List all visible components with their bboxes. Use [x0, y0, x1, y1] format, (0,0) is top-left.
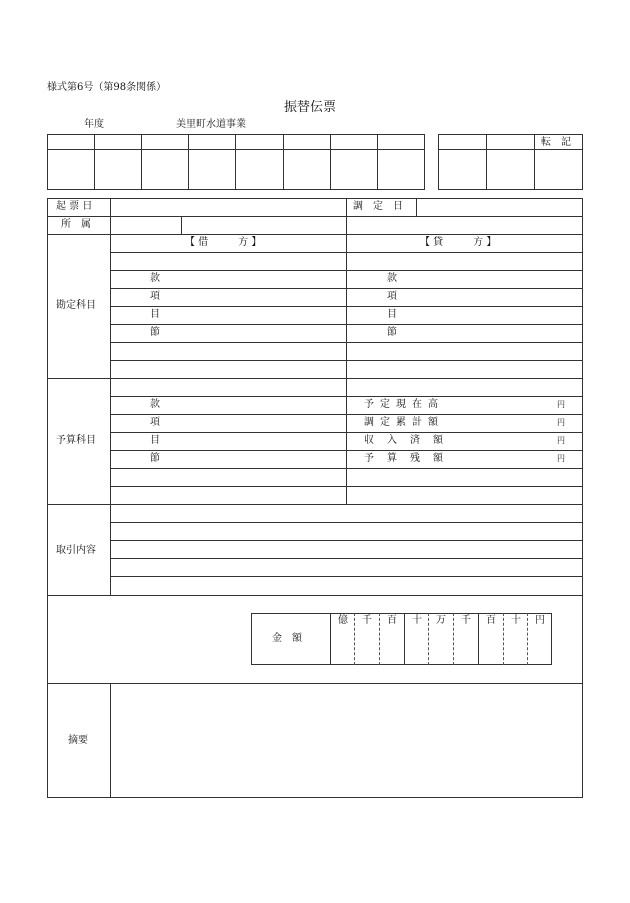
planned-balance-label: 予定現在高 — [364, 399, 444, 410]
yen-unit: 円 — [557, 436, 565, 445]
debit-setsu: 節 — [150, 327, 160, 338]
debit-header: 【 借 方 】 — [185, 237, 262, 248]
budget-kan: 款 — [150, 399, 160, 410]
yen-unit: 円 — [557, 418, 565, 427]
digit-sen2: 千 — [461, 615, 471, 626]
form-number: 様式第6号（第98条関係） — [47, 82, 167, 93]
debit-moku: 目 — [150, 309, 160, 320]
budget-setsu: 節 — [150, 453, 160, 464]
org-name: 美里町水道事業 — [176, 119, 246, 130]
summary-label: 摘要 — [68, 735, 88, 746]
budget-moku: 目 — [150, 435, 160, 446]
debit-kan: 款 — [150, 273, 160, 284]
adjust-date-label: 調 定 日 — [353, 201, 403, 212]
credit-header: 【 貸 方 】 — [420, 237, 497, 248]
digit-juu2: 十 — [511, 615, 521, 626]
received-amount-label: 収入済額 — [364, 435, 456, 446]
department-label: 所 属 — [61, 219, 91, 230]
credit-moku: 目 — [387, 309, 397, 320]
year-label: 年度 — [84, 119, 104, 130]
digit-oku: 億 — [338, 615, 348, 626]
page-title: 振替伝票 — [284, 100, 337, 115]
credit-setsu: 節 — [387, 327, 397, 338]
credit-kan: 款 — [387, 273, 397, 284]
issue-date-label: 起 票 日 — [56, 201, 93, 212]
debit-kou: 項 — [150, 291, 160, 302]
transfer-label: 転 記 — [541, 137, 571, 148]
digit-hyaku2: 百 — [486, 615, 496, 626]
budget-remaining-label: 予算残額 — [364, 453, 456, 464]
digit-yen: 円 — [535, 615, 545, 626]
digit-sen: 千 — [362, 615, 372, 626]
credit-kou: 項 — [387, 291, 397, 302]
yen-unit: 円 — [557, 400, 565, 409]
digit-hyaku: 百 — [387, 615, 397, 626]
amount-label: 金 額 — [272, 633, 302, 644]
adjust-total-label: 調定累計額 — [364, 417, 444, 428]
digit-juu: 十 — [412, 615, 422, 626]
budget-kou: 項 — [150, 417, 160, 428]
yen-unit: 円 — [557, 454, 565, 463]
transaction-label: 取引内容 — [56, 545, 96, 556]
account-label: 勘定科目 — [56, 300, 96, 311]
digit-man: 万 — [436, 615, 446, 626]
budget-label: 予算科目 — [56, 435, 96, 446]
